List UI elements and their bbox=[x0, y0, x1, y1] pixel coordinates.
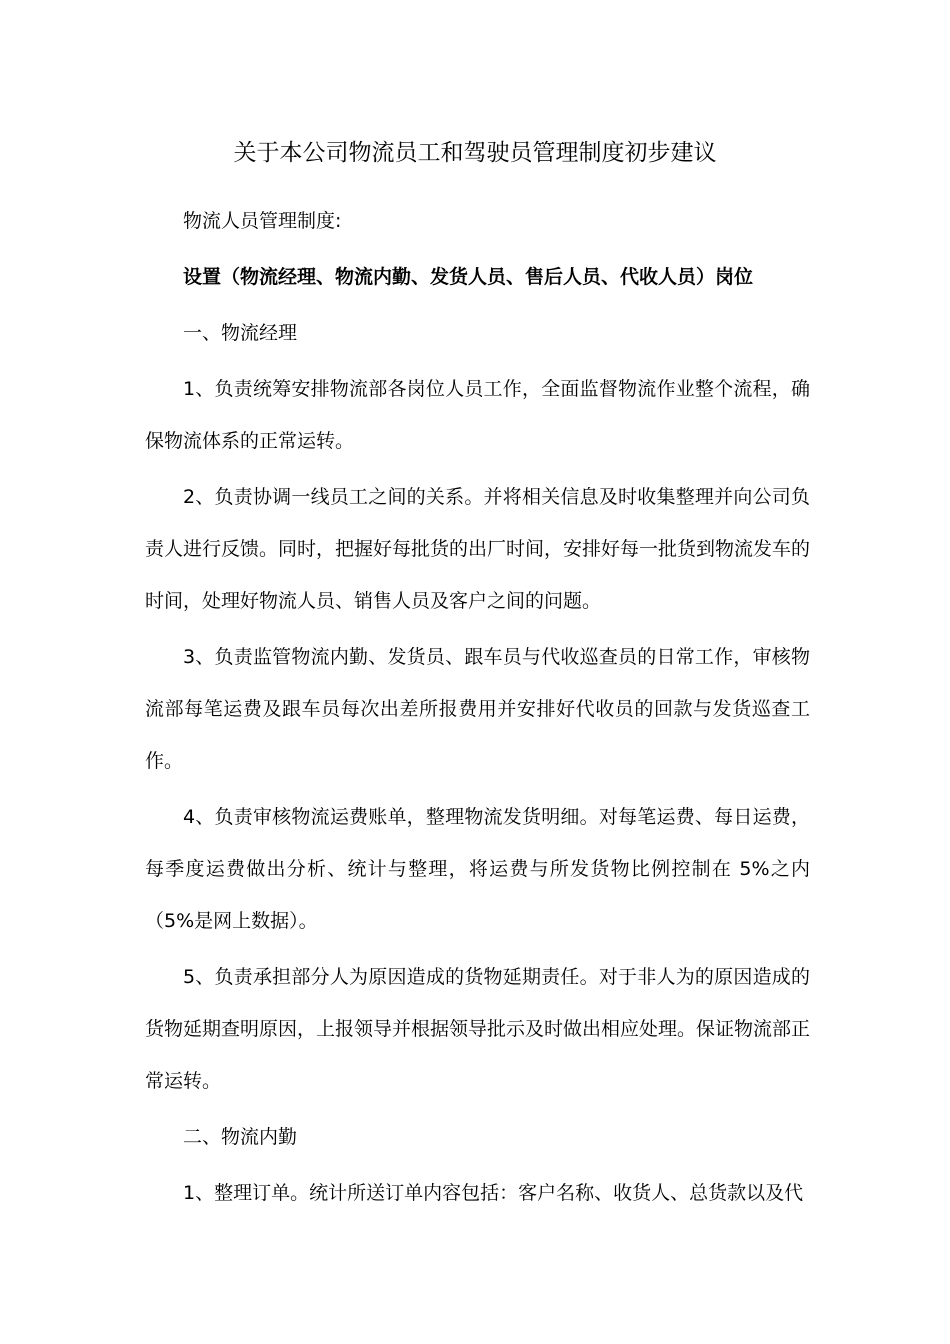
paragraph-clerk-duty-1: 1、整理订单。统计所送订单内容包括：客户名称、收货人、总货款以及代 bbox=[183, 1182, 804, 1204]
document-title: 关于本公司物流员工和驾驶员管理制度初步建议 bbox=[233, 140, 717, 166]
paragraph-positions-heading: 设置（物流经理、物流内勤、发货人员、售后人员、代收人员）岗位 bbox=[183, 266, 754, 288]
paragraph-logistics-manager-heading: 一、物流经理 bbox=[183, 322, 298, 344]
paragraph-manager-duty-2: 2、负责协调一线员工之间的关系。并将相关信息及时收集整理并向公司负责人进行反馈。同时，把握好每批货的出厂时间，安排好每一批货到物流发车的时间，处理好物流人员、销售人员及客户之间的问题。 bbox=[145, 486, 811, 612]
paragraph-section-heading: 物流人员管理制度: bbox=[183, 210, 342, 232]
paragraph-manager-duty-4: 4、负责审核物流运费账单，整理物流发货明细。对每笔运费、每日运费，每季度运费做出分析、统计与整理，将运费与所发货物比例控制在 5%之内（5%是网上数据）。 bbox=[145, 806, 810, 932]
paragraph-manager-duty-3: 3、负责监管物流内勤、发货员、跟车员与代收巡查员的日常工作，审核物流部每笔运费及跟车员每次出差所报费用并安排好代收员的回款与发货巡查工作。 bbox=[145, 646, 810, 772]
paragraph-logistics-clerk-heading: 二、物流内勤 bbox=[183, 1126, 298, 1148]
paragraph-manager-duty-1: 1、负责统筹安排物流部各岗位人员工作，全面监督物流作业整个流程，确保物流体系的正常运转。 bbox=[145, 378, 810, 452]
document-body bbox=[145, 195, 810, 1223]
paragraph-manager-duty-5: 5、负责承担部分人为原因造成的货物延期责任。对于非人为的原因造成的货物延期查明原因，上报领导并根据领导批示及时做出相应处理。保证物流部正常运转。 bbox=[145, 966, 811, 1092]
